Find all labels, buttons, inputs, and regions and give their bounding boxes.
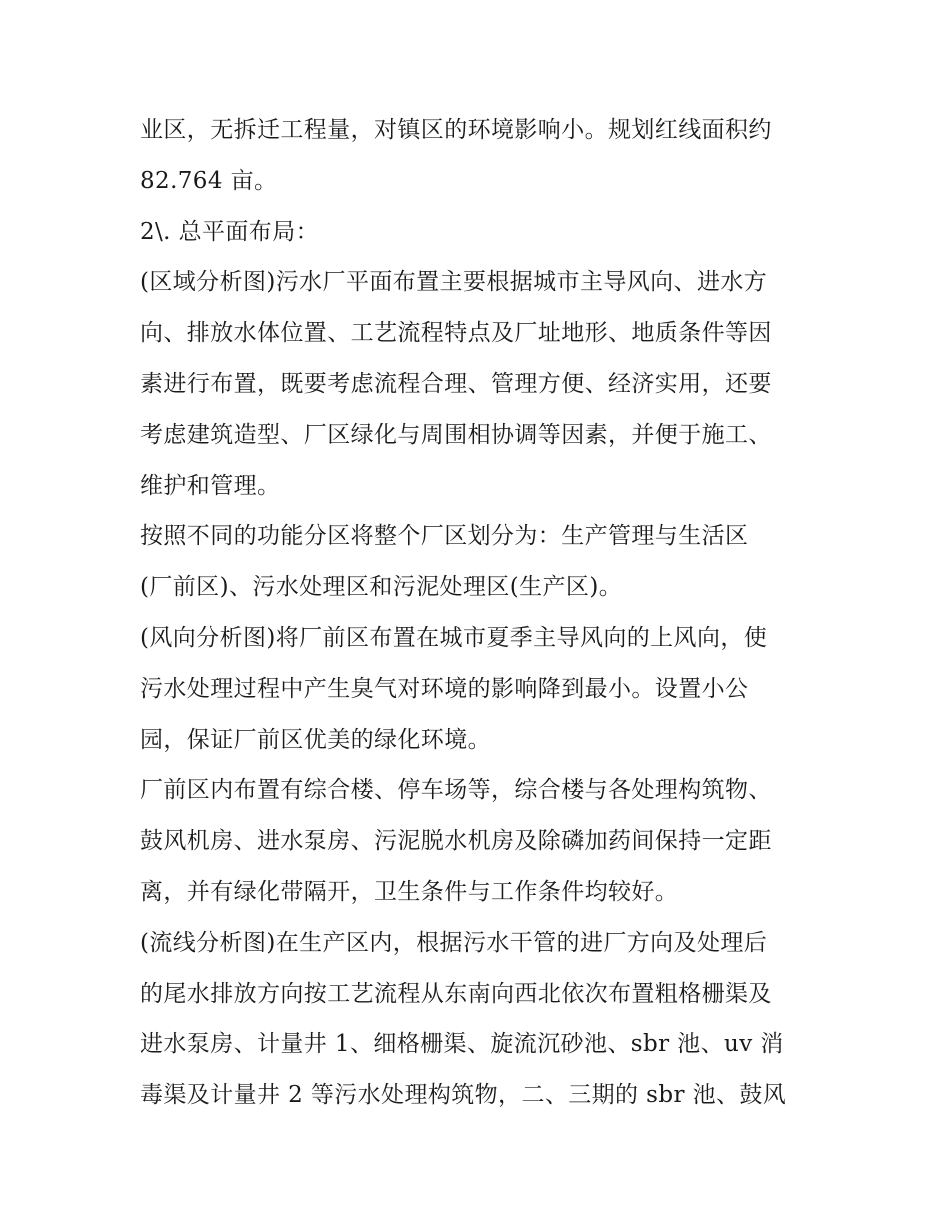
text-line: 的尾水排放方向按工艺流程从东南向西北依次布置粗格栅渠及 xyxy=(140,981,772,1007)
text-line: (区域分析图)污水厂平面布置主要根据城市主导风向、进水方 xyxy=(140,269,768,295)
text-line: 业区，无拆迁工程量，对镇区的环境影响小。规划红线面积约 xyxy=(140,117,772,143)
text-line: 厂前区内布置有综合楼、停车场等，综合楼与各处理构筑物、 xyxy=(140,777,772,803)
text-line: 向、排放水体位置、工艺流程特点及厂址地形、地质条件等因 xyxy=(140,320,772,346)
text-line: (流线分析图)在生产区内，根据污水干管的进厂方向及处理后 xyxy=(140,930,768,956)
text-line: 毒渠及计量井 2 等污水处理构筑物，二、三期的 sbr 池、鼓风 xyxy=(140,1082,787,1108)
text-line: 维护和管理。 xyxy=(140,473,281,499)
text-line: 园，保证厂前区优美的绿化环境。 xyxy=(140,727,491,753)
text-line: 鼓风机房、进水泵房、污泥脱水机房及除磷加药间保持一定距 xyxy=(140,828,772,854)
text-line: (风向分析图)将厂前区布置在城市夏季主导风向的上风向，使 xyxy=(140,625,768,651)
text-line: (厂前区)、污水处理区和污泥处理区(生产区)。 xyxy=(140,574,623,600)
text-line: 考虑建筑造型、厂区绿化与周围相协调等因素，并便于施工、 xyxy=(140,422,772,448)
section-heading: 2\. 总平面布局： xyxy=(140,219,320,245)
text-line: 素进行布置，既要考虑流程合理、管理方便、经济实用，还要 xyxy=(140,371,772,397)
text-line: 82.764 亩。 xyxy=(140,168,278,194)
text-line: 按照不同的功能分区将整个厂区划分为：生产管理与生活区 xyxy=(140,523,749,549)
text-line: 离，并有绿化带隔开，卫生条件与工作条件均较好。 xyxy=(140,879,679,905)
text-line: 污水处理过程中产生臭气对环境的影响降到最小。设置小公 xyxy=(140,676,749,702)
text-line: 进水泵房、计量井 1、细格栅渠、旋流沉砂池、sbr 池、uv 消 xyxy=(140,1031,784,1057)
